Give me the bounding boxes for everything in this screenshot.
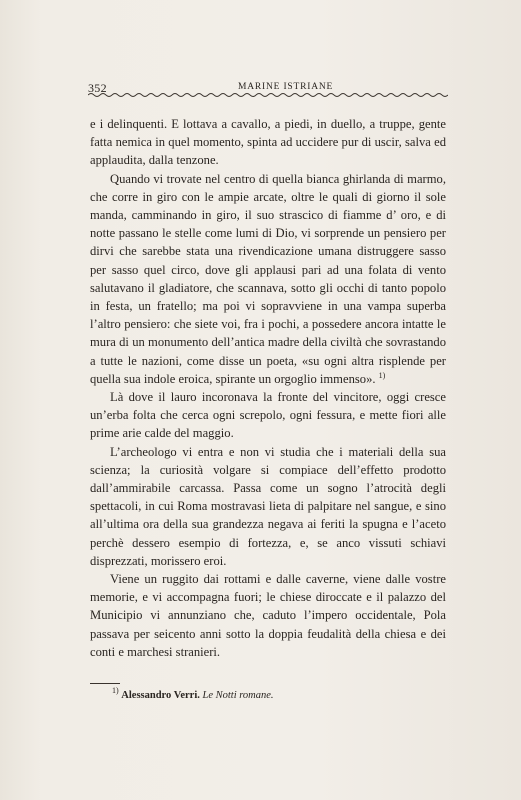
paragraph-text: Quando vi trovate nel centro di quella bianca ghirlanda di marmo, che corre in giro con le ampie arcate, oltre le quali di giorno il sole manda, camminando in giro, il suo strascico di fiamme d’ oro, e di notte passano le stelle come lumi di Dio, vi sorprende un pensiero per dirvi che sarebbe stata una rivendicazione umana distruggere sasso per sasso quel circo, dove gli applausi pari ad una folata di vento salutavano il gladiatore, che scannava, sotto gli occhi di tanto popolo in festa, un fratello; ma poi vi sopravviene in una vampa superba l’altro pensiero: che siete voi, fra i pochi, a possedere ancora intatte le mura di un monumento dell’antica madre della civiltà che sovrastando a tutte le nazioni, come disse un poeta, «su ogni altra risplende per quella sua indole eroica, spirante un orgoglio immenso».: [90, 171, 446, 386]
footnote: [112, 686, 412, 703]
footnote-divider: [90, 683, 120, 684]
page-number: 352: [88, 81, 107, 95]
decorative-wavy-rule: [88, 91, 448, 99]
body-text: [90, 115, 446, 661]
paragraph: [90, 170, 446, 388]
paragraph: L’archeologo vi entra e non vi studia che i materiali della sua scienza; la curiosità volgare si compiace dell’effetto prodotto dall’ammirabile carcassa. Passa come un sogno l’atrocità degli spettacoli, in cui Roma mostravasi lieta di palpitare nel sangue, e sino all’ultima ora della sua grandezza negava ai feriti la spugna e l’aceto perchè dessero esempio di fortezza, e, se anco vissuti schiavi disprezzati, morissero eroi.: [90, 444, 446, 568]
paragraph: e i delinquenti. E lottava a cavallo, a piedi, in duello, a truppe, gente fatta nemica in quel momento, spinta ad uccidere pur di uscir, salva ed applaudita, dalla tenzone.: [90, 117, 446, 168]
paragraph: Là dove il lauro incoronava la fronte del vincitore, oggi cresce un’erba folta che cerca ogni screpolo, ogni fessura, e mette fiori alle prime arie calde del maggio.: [90, 390, 446, 441]
footnote-author: Alessandro Verri.: [121, 690, 200, 701]
paragraph: Viene un ruggito dai rottami e dalle caverne, viene dalle vostre memorie, e vi accompagna fuori; le chiese diroccate e il palazzo del Municipio vi annunziano che, caduto l’impero occidentale, Pola passava per seicento anni sotto la doppia feudalità della chiesa e dei conti e marchesi stranieri.: [90, 572, 446, 659]
footnote-title: Le Notti romane.: [202, 690, 274, 701]
footnote-reference: 1): [378, 370, 386, 380]
running-head: MARINE ISTRIANE: [238, 82, 334, 92]
footnote-marker: 1): [112, 686, 119, 695]
